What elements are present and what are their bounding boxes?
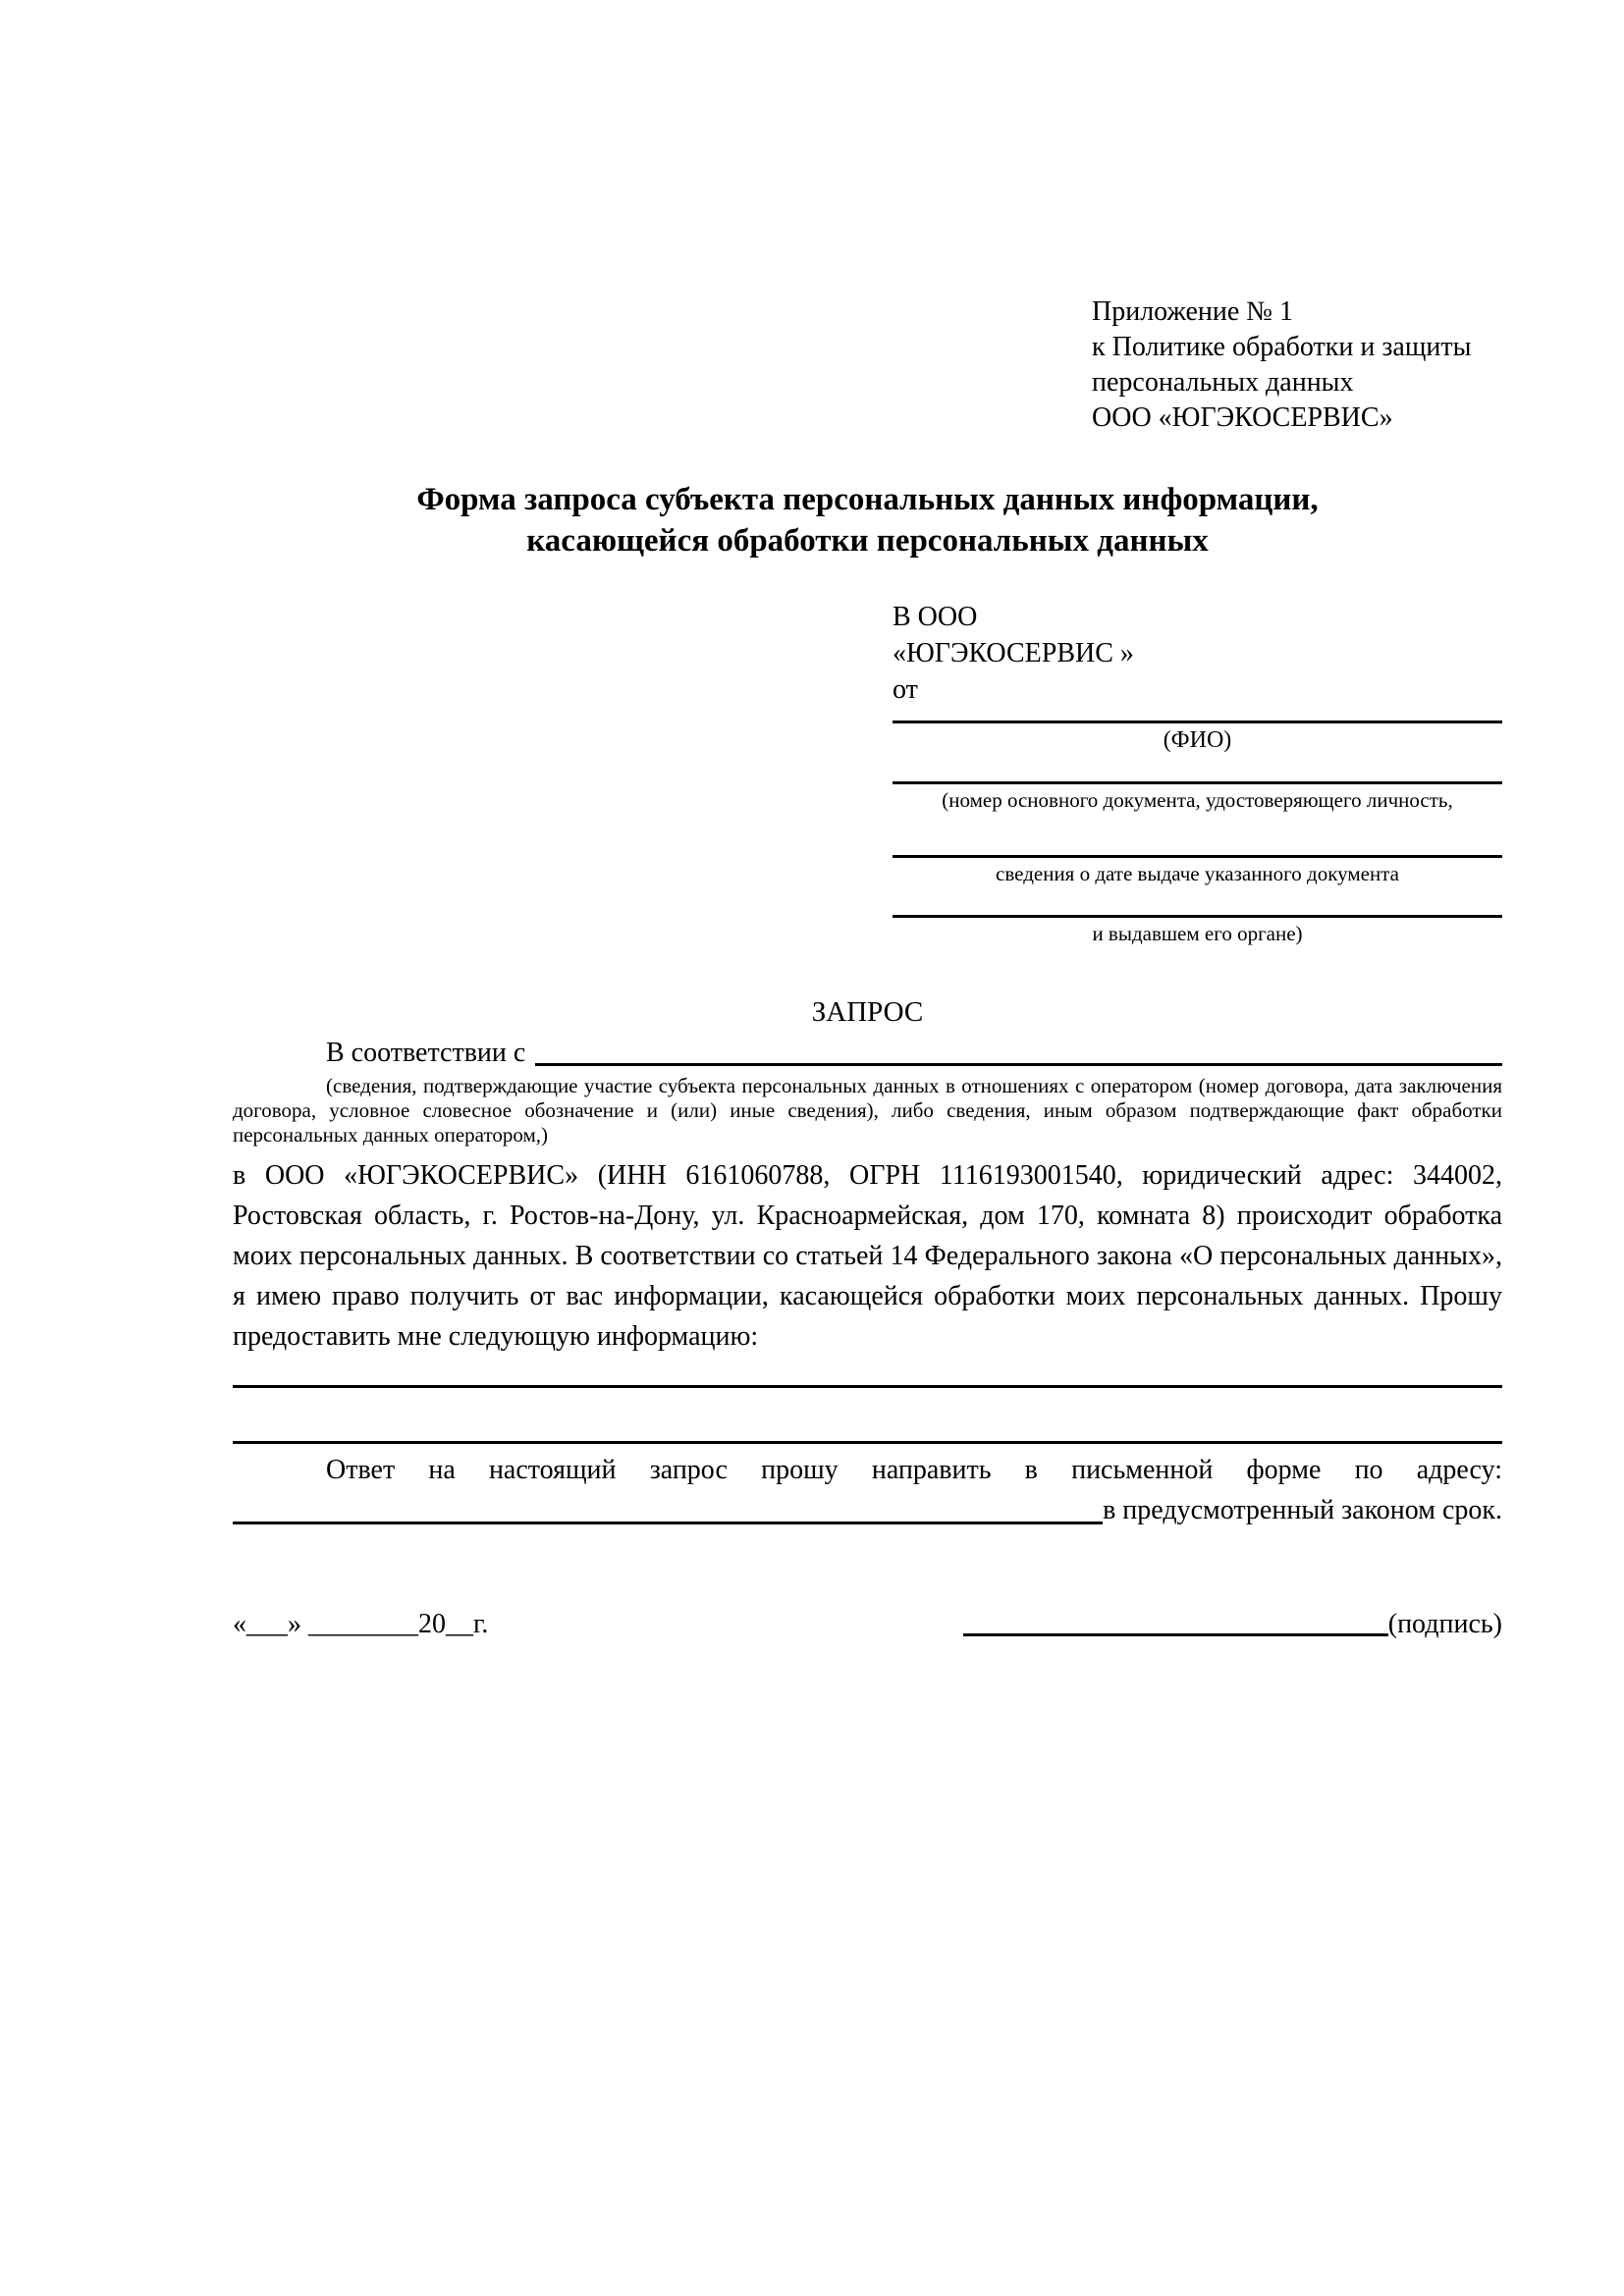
addressee-org-line-2: «ЮГЭКОСЕРВИС » <box>893 638 1134 668</box>
basis-fine-print: (сведения, подтверждающие участие субъекта персональных данных в отношениях с оператором (номер договора, дата заключения договора, условное словесное обозначение и (или) иные сведения), либо сведения, иным образом подтверждающие факт обработки персональных данных оператором,) <box>233 1074 1502 1147</box>
signature-group <box>963 1606 1502 1643</box>
fio-caption: (ФИО) <box>1163 727 1232 753</box>
signature-blank-field[interactable] <box>963 1633 1388 1636</box>
fio-blank-field[interactable] <box>893 721 1502 723</box>
appendix-line-1: Приложение № 1 <box>1092 296 1293 327</box>
basis-lead-text: В соответствии с <box>326 1038 526 1068</box>
addressee-block <box>893 599 1502 946</box>
appendix-block <box>1092 294 1502 436</box>
issue-date-blank-field[interactable] <box>893 855 1502 858</box>
addressee-from-label: от <box>893 674 918 705</box>
issuing-authority-caption: и выдавшем его органе) <box>1092 922 1303 945</box>
address-blank-field[interactable] <box>233 1522 1103 1524</box>
footer-row <box>233 1606 1502 1643</box>
basis-blank-field[interactable] <box>535 1063 1502 1066</box>
reply-address-line <box>233 1490 1502 1530</box>
request-body-paragraph: в ООО «ЮГЭКОСЕРВИС» (ИНН 6161060788, ОГРН 1116193001540, юридический адрес: 344002, Ростовская область, г. Ростов-на-Дону, ул. Красноармейская, дом 170, комната 8) происходит обработка моих персональных данных. В соответствии со статьей 14 Федерального закона «О персональных данных», я имею право получить от вас информации, касающейся обработки моих персональных данных. Прошу предоставить мне следующую информацию: <box>233 1160 1502 1352</box>
addressee-org-line-1: В ООО <box>893 602 978 632</box>
info-blank-field-2[interactable] <box>233 1441 1502 1444</box>
document-number-caption: (номер основного документа, удостоверяющего личность, <box>942 788 1453 812</box>
reply-tail-text: в предусмотренный законом срок. <box>1103 1495 1502 1525</box>
signature-caption: (подпись) <box>1387 1609 1502 1639</box>
info-blank-field-1[interactable] <box>233 1385 1502 1388</box>
date-blank-field[interactable]: «___» ________20__г. <box>233 1609 489 1639</box>
appendix-line-4: ООО «ЮГЭКОСЕРВИС» <box>1092 402 1393 433</box>
reply-lead-text: Ответ на настоящий запрос прошу направить в письменной форме по адресу: <box>326 1455 1502 1485</box>
appendix-line-2: к Политике обработки и защиты <box>1092 332 1472 362</box>
document-title <box>233 479 1502 561</box>
title-line-2: касающейся обработки персональных данных <box>526 523 1209 559</box>
issuing-authority-blank-field[interactable] <box>893 915 1502 918</box>
document-content <box>0 294 1624 1643</box>
basis-line <box>233 1037 1502 1070</box>
appendix-line-3: персональных данных <box>1092 367 1354 398</box>
request-heading: ЗАПРОС <box>811 996 924 1028</box>
title-line-1: Форма запроса субъекта персональных данных информации, <box>416 482 1319 517</box>
issue-date-caption: сведения о дате выдаче указанного документа <box>996 862 1399 885</box>
document-number-blank-field[interactable] <box>893 781 1502 784</box>
